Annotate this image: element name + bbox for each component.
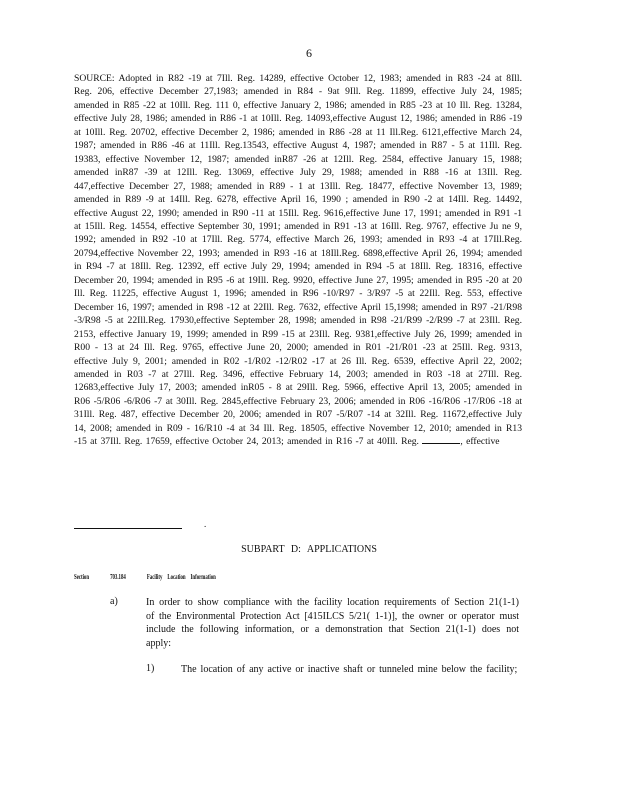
item-1-text: The location of any active or inactive shaft or tunneled mine below the facility; <box>181 664 518 675</box>
subpart-heading: SUBPART D: APPLICATIONS <box>241 544 377 555</box>
rule-dot: . <box>204 519 207 529</box>
page-number: 6 <box>306 46 312 60</box>
horizontal-rule <box>74 528 182 529</box>
blank-underline <box>422 435 460 444</box>
source-note: SOURCE: Adopted in R82 -19 at 7Ill. Reg. 14289, effective October 12, 1983; amended in R83 -24 at 8Ill. Reg. 206, effective December 27,1983; amended in R84 - 9at 9Ill. Reg. 11899, effective July 24, 1985; amended in R85 -22 at 10Ill. Reg. 111 0, effective January 2, 1986; amended in R85 -23 at 10 Ill. Reg. 13284, effective July 28, 1986; amended in R86 -1 at 10Ill. Reg. 14093,effective August 12, 1986; amended in R86 -19 at 10Ill. Reg. 20702, effective December 2, 1986; amended in R86 -28 at 11 Ill.Reg. 6121,effective March 24, 1987; amended in R86 -46 at 11Ill. Reg.13543, effective August 4, 1987; amended in R87 - 5 at 11Ill. Reg. 19383, effective November 12, 1987; amended inR87 -26 at 12Ill. Reg. 2584, effective January 15, 1988; amended inR87 -39 at 12Ill. Reg. 13069, effective July 29, 1988; amended in R88 -16 at 13Ill. Reg. 447,effective December 27, 1988; amended in R89 - 1 at 13Ill. Reg. 18477, effective November 13, 1989; amended in R89 -9 at 14Ill. Reg. 6278, effective April 16, 1990 ; amended in R90 -2 at 14Ill. Reg. 14492, effective August 22, 1990; amended in R90 -11 at 15Ill. Reg. 9616,effective June 17, 1991; amended in R91 -1 at 15Ill. Reg. 14554, effective September 30, 1991; amended in R91 -13 at 16Ill. Reg. 9767, effective Ju ne 9, 1992; amended in R92 -10 at 17Ill. Reg. 5774, effective March 26, 1993; amended in R93 -4 at 17Ill.Reg. 20794,effective November 22, 1993; amended in R93 -16 at 18Ill.Reg. 6898,effective April 26, 1994; amended in R94 -7 at 18Ill. Reg. 12392, eff ective July 29, 1994; amended in R94 -5 at 18Ill. Reg. 18316, effective December 20, 1994; amended in R95 -6 at 19Ill. Reg. 9920, effective June 27, 1995; amended in R95 -20 at 20 Ill. Reg. 11225, effective August 1, 1996; amended in R96 -10/R97 - 3/R97 -5 at 22Ill. Reg. 553, effective December 16, 1997; amended in R98 -12 at 22Ill. Reg. 7632, effective April 15,1998; amended in R97 -21/R98 -3/R98 -5 at 22Ill.Reg. 17930,effective September 28, 1998; amended in R98 -21/R99 -2/R99 -7 at 23Ill. Reg. 2153, effective January 19, 1999; amended in R99 -15 at 23Ill. Reg. 9381,effective July 26, 1999; amended in R00 - 13 at 24 Ill. Reg. 9765, effective June 20, 2000; amended in R01 -21/R01 -23 at 25Ill. Reg. 9313, effective July 9, 2001; amended in R02 -1/R02 -12/R02 -17 at 26 Ill. Reg. 6539, effective April 22, 2002; amended in R03 -7 at 27Ill. Reg. 3496, effective February 14, 2003; amended in R03 -18 at 27Ill. Reg. 12683,effective July 17, 2003; amended inR05 - 8 at 29Ill. Reg. 5966, effective April 13, 2005; amended in R06 -5/R06 -6/R06 -7 at 30Ill. Reg. 2845,effective February 23, 2006; amended in R06 -16/R06 -17/R06 -18 at 31Ill. Reg. 487, effective December 20, 2006; amended in R07 -5/R07 -14 at 32Ill. Reg. 11672,effective July 14, 2008; amended in R09 - 16/R10 -4 at 34 Ill. Reg. 18505, effective November 12, 2010; amended in R13 -15 at 37Ill. Reg. 17659, effective October 24, 2013; amended in R16 -7 at 40Ill. Reg. , effective <box>74 73 523 448</box>
section-title: Facility Location Information <box>146 572 216 581</box>
item-1-marker: 1) <box>146 663 155 674</box>
source-label: SOURCE: <box>74 73 115 84</box>
item-a-marker: a) <box>110 596 118 607</box>
section-heading <box>74 572 232 581</box>
section-label: Section <box>74 572 90 581</box>
item-a-text: In order to show compliance with the facility location requirements of Section 21(1-1) of the Environmental Protection Act [415ILCS 5/21( 1-1)], the owner or operator must include the following information, or a demonstration that Section 21(1-1) does not apply: <box>146 597 519 649</box>
source-text: Adopted in R82 -19 at 7Ill. Reg. 14289, effective October 12, 1983; amended in R83 -24 at 8Ill. Reg. 206, effective December 27,1983; amended in R84 - 9at 9Ill. Reg. 11899, effective July 24, 1985; amended in R85 -22 at 10Ill. Reg. 111 0, effective January 2, 1986; amended in R85 -23 at 10 Ill. Reg. 13284, effective July 28, 1986; amended in R86 -1 at 10Ill. Reg. 14093,effective August 12, 1986; amended in R86 -19 at 10Ill. Reg. 20702, effective December 2, 1986; amended in R86 -28 at 11 Ill.Reg. 6121,effective March 24, 1987; amended in R86 -46 at 11Ill. Reg.13543, effective August 4, 1987; amended in R87 - 5 at 11Ill. Reg. 19383, effective November 12, 1987; amended inR87 -26 at 12Ill. Reg. 2584, effective January 15, 1988; amended inR87 -39 at 12Ill. Reg. 13069, effective July 29, 1988; amended in R88 -16 at 13Ill. Reg. 447,effective December 27, 1988; amended in R89 - 1 at 13Ill. Reg. 18477, effective November 13, 1989; amended in R89 -9 at 14Ill. Reg. 6278, effective April 16, 1990 ; amended in R90 -2 at 14Ill. Reg. 14492, effective August 22, 1990; amended in R90 -11 at 15Ill. Reg. 9616,effective June 17, 1991; amended in R91 -1 at 15Ill. Reg. 14554, effective September 30, 1991; amended in R91 -13 at 16Ill. Reg. 9767, effective Ju ne 9, 1992; amended in R92 -10 at 17Ill. Reg. 5774, effective March 26, 1993; amended in R93 -4 at 17Ill.Reg. 20794,effective November 22, 1993; amended in R93 -16 at 18Ill.Reg. 6898,effective April 26, 1994; amended in R94 -7 at 18Ill. Reg. 12392, eff ective July 29, 1994; amended in R94 -5 at 18Ill. Reg. 18316, effective December 20, 1994; amended in R95 -6 at 19Ill. Reg. 9920, effective June 27, 1995; amended in R95 -20 at 20 Ill. Reg. 11225, effective August 1, 1996; amended in R96 -10/R97 - 3/R97 -5 at 22Ill. Reg. 553, effective December 16, 1997; amended in R98 -12 at 22Ill. Reg. 7632, effective April 15,1998; amended in R97 -21/R98 -3/R98 -5 at 22Ill.Reg. 17930,effective September 28, 1998; amended in R98 -21/R99 -2/R99 -7 at 23Ill. Reg. 2153, effective January 19, 1999; amended in R99 -15 at 23Ill. Reg. 9381,effective July 26, 1999; amended in R00 - 13 at 24 Ill. Reg. 9765, effective June 20, 2000; amended in R01 -21/R01 -23 at 25Ill. Reg. 9313, effective July 9, 2001; amended in R02 -1/R02 -12/R02 -17 at 26 Ill. Reg. 6539, effective April 22, 2002; amended in R03 -7 at 27Ill. Reg. 3496, effective February 14, 2003; amended in R03 -18 at 27Ill. Reg. 12683,effective July 17, 2003; amended inR05 - 8 at 29Ill. Reg. 5966, effective April 13, 2005; amended in R06 -5/R06 -6/R06 -7 at 30Ill. Reg. 2845,effective February 23, 2006; amended in R06 -16/R06 -17/R06 -18 at 31Ill. Reg. 487, effective December 20, 2006; amended in R07 -5/R07 -14 at 32Ill. Reg. 11672,effective July 14, 2008; amended in R09 - 16/R10 -4 at 34 Ill. Reg. 18505, effective November 12, 2010; amended in R13 -15 at 37Ill. Reg. 17659, effective October 24, 2013; amended in R16 -7 at 40Ill. Reg. <box>74 73 523 448</box>
source-trailing: effective <box>466 436 500 448</box>
section-number: 703.184 <box>110 572 126 581</box>
